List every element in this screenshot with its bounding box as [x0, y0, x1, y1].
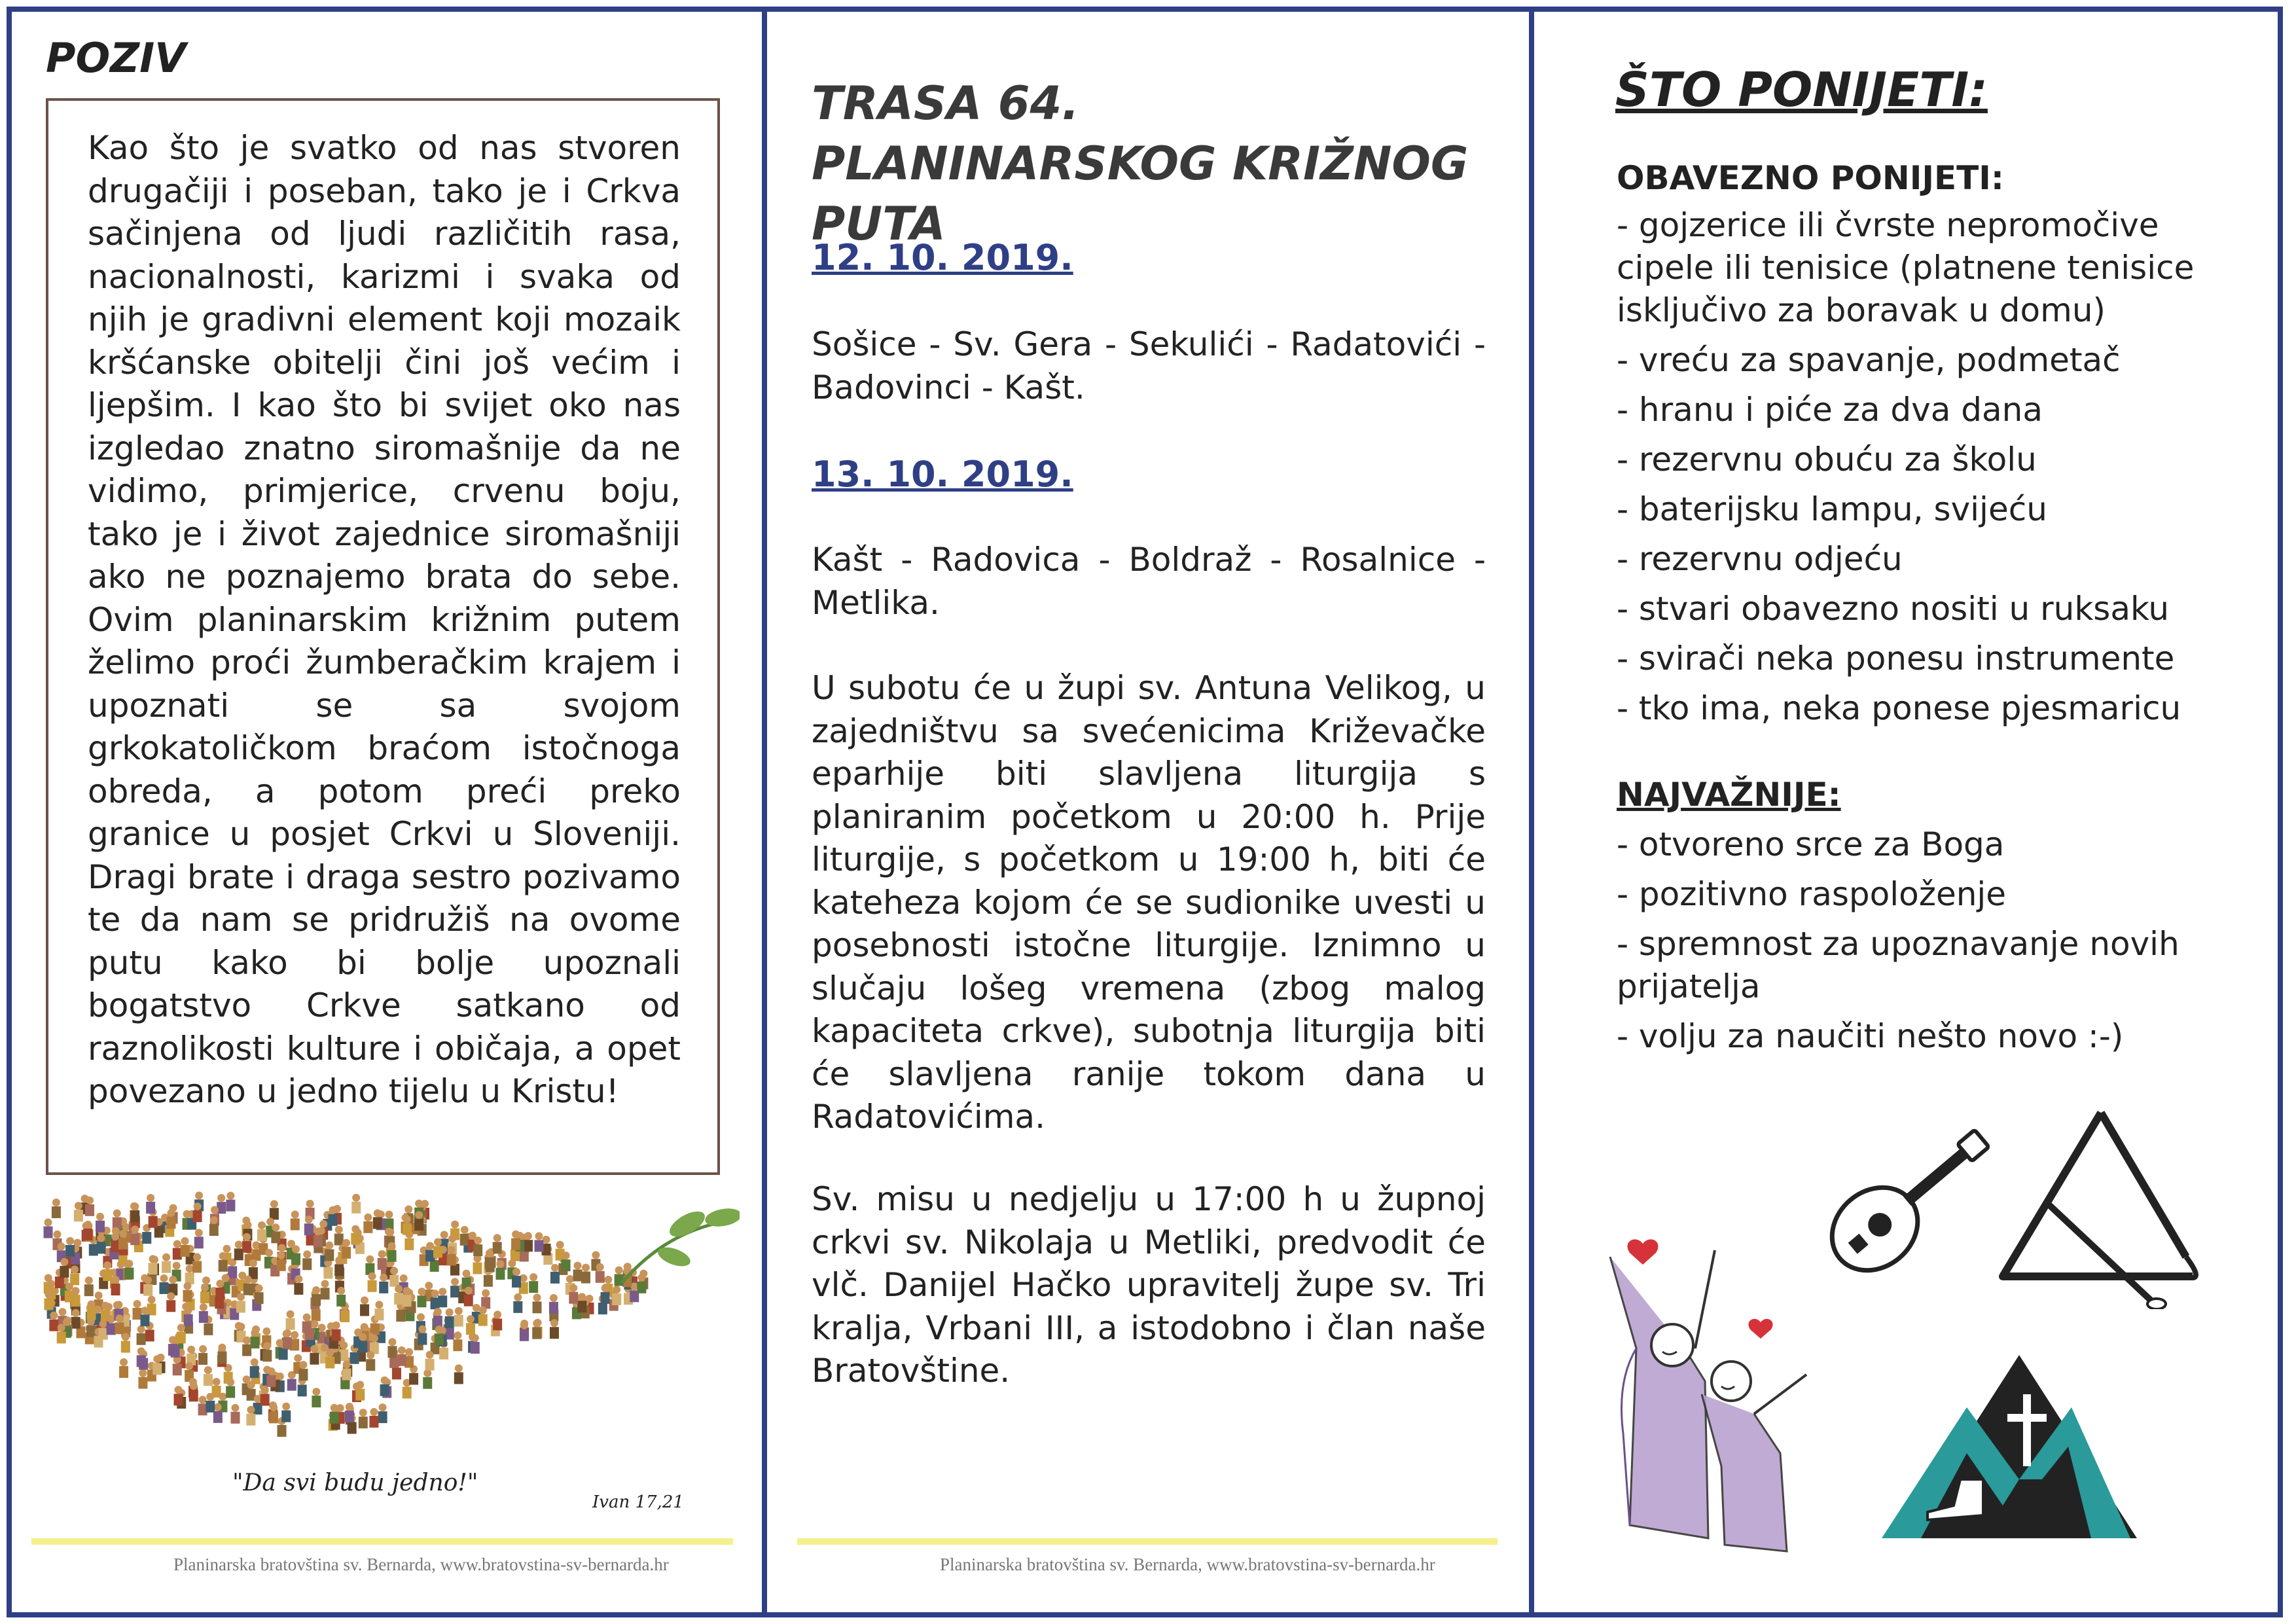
list-item: - svirači neka ponesu instrumente [1617, 640, 2175, 677]
list-item: - gojzerice ili čvrste nepromočive cipele ili tenisice (platnene tenisice isključivo za boravak u domu) [1617, 206, 2195, 329]
guitar-icon [1793, 1113, 1990, 1283]
sunday-mass-text: Sv. misu u nedjelju u 17:00 h u župnoj crkvi sv. Nikolaja u Metliki, predvodit će vlč. Danijel Hačko upravitelj župe sv. Tri kralja, Vrbani III, a istodobno i član naše Bratovštine. [812, 1180, 1486, 1390]
day1-route: Sošice - Sv. Gera - Sekulići - Radatovići - Badovinci - Kašt. [812, 325, 1486, 406]
day2-date: 13. 10. 2019. [812, 454, 1073, 495]
day2-route: Kašt - Radovica - Boldraž - Rosalnice - Metlika. [812, 541, 1486, 622]
important-list [1617, 823, 2219, 1065]
footer-rule-1 [31, 1538, 733, 1545]
day1-date: 12. 10. 2019. [812, 237, 1073, 278]
quote-text: "Da svi budu jedno!" [232, 1470, 478, 1496]
list-item: - hranu i piće za dva dana [1617, 391, 2043, 429]
list-item: - spremnost za upoznavanje novih prijatelja [1617, 925, 2179, 1005]
crowd-illustration [33, 1185, 740, 1499]
saturday-liturgy-text: U subotu će u župi sv. Antuna Velikog, u zajedništvu sa svećenicima Križevačke eparhije biti slavljena liturgija s planiranim početkom u 20:00 h. Prije liturgije, s početkom u 19:00 h, biti će kateheza kojom će se sudionike uvesti u posebnosti istočne liturgije. Iznimno u slučaju lošeg vremena (zbog malog kapaciteta crkve), subotnja liturgija biti će slavljena ranije tokom dana u Radatovićima. [812, 669, 1486, 1136]
list-item: - rezervnu obuću za školu [1617, 441, 2037, 478]
footer-rule-2 [797, 1538, 1498, 1545]
important-heading: NAJVAŽNIJE: [1617, 776, 1841, 814]
list-item: - pozitivno raspoloženje [1617, 875, 2007, 913]
route-title: TRASA 64. PLANINARSKOG KRIŽNOG PUTA [812, 77, 1469, 251]
list-item: - otvoreno srce za Boga [1617, 825, 2005, 863]
checklist-title: ŠTO PONIJETI: [1615, 62, 1988, 117]
list-item: - baterijsku lampu, svijeću [1617, 490, 2047, 528]
list-item: - stvari obavezno nositi u ruksaku [1617, 590, 2170, 628]
list-item: - rezervnu odjeću [1617, 540, 1903, 578]
invitation-title: POZIV [46, 34, 187, 82]
mountain-cross-logo-icon [1869, 1348, 2137, 1545]
list-item: - tko ima, neka ponese pjesmaricu [1617, 689, 2181, 727]
quote-reference: Ivan 17,21 [592, 1492, 684, 1512]
mandatory-list [1617, 204, 2219, 737]
panel-divider-left [762, 7, 767, 1617]
list-item: - volju za naučiti nešto novo :-) [1617, 1017, 2124, 1055]
list-item: - vreću za spavanje, podmetač [1617, 341, 2121, 379]
people-hearts-illustration [1590, 1218, 1826, 1558]
footer-text-1: Planinarska bratovština sv. Bernarda, www.bratovstina-sv-bernarda.hr [173, 1555, 669, 1574]
mandatory-heading: OBAVEZNO PONIJETI: [1617, 159, 2004, 197]
triangle-instrument-icon [1990, 1100, 2212, 1309]
invitation-text: Kao što je svatko od nas stvoren drugačiji i poseban, tako je i Crkva sačinjena od ljudi različitih rasa, nacionalnosti, karizmi i svaka od njih je gradivni element koji mozaik kršćanske obitelji čini još većim i ljepšim. I kao što bi svijet oko nas izgledao znatno siromašnije da ne vidimo, primjerice, crvenu boju, tako je i život zajednice siromašniji ako ne poznajemo brata do sebe. Ovim planinarskim križnim putem želimo proći žumberačkim krajem i upoznati se sa svojom grkokatoličkom braćom istočnoga obreda, a potom preći preko granice u posjet Crkvi u Sloveniji. Dragi brate i draga sestro pozivamo te da nam se pridružiš na ovome putu kako bi bolje upoznali bogatstvo Crkve satkano od raznolikosti kulture i običaja, a opet povezano u jedno tijelu u Kristu! [88, 129, 681, 1110]
invitation-box [46, 98, 720, 1175]
footer-text-2: Planinarska bratovština sv. Bernarda, www.bratovstina-sv-bernarda.hr [940, 1555, 1435, 1574]
panel-divider-right [1529, 7, 1534, 1617]
